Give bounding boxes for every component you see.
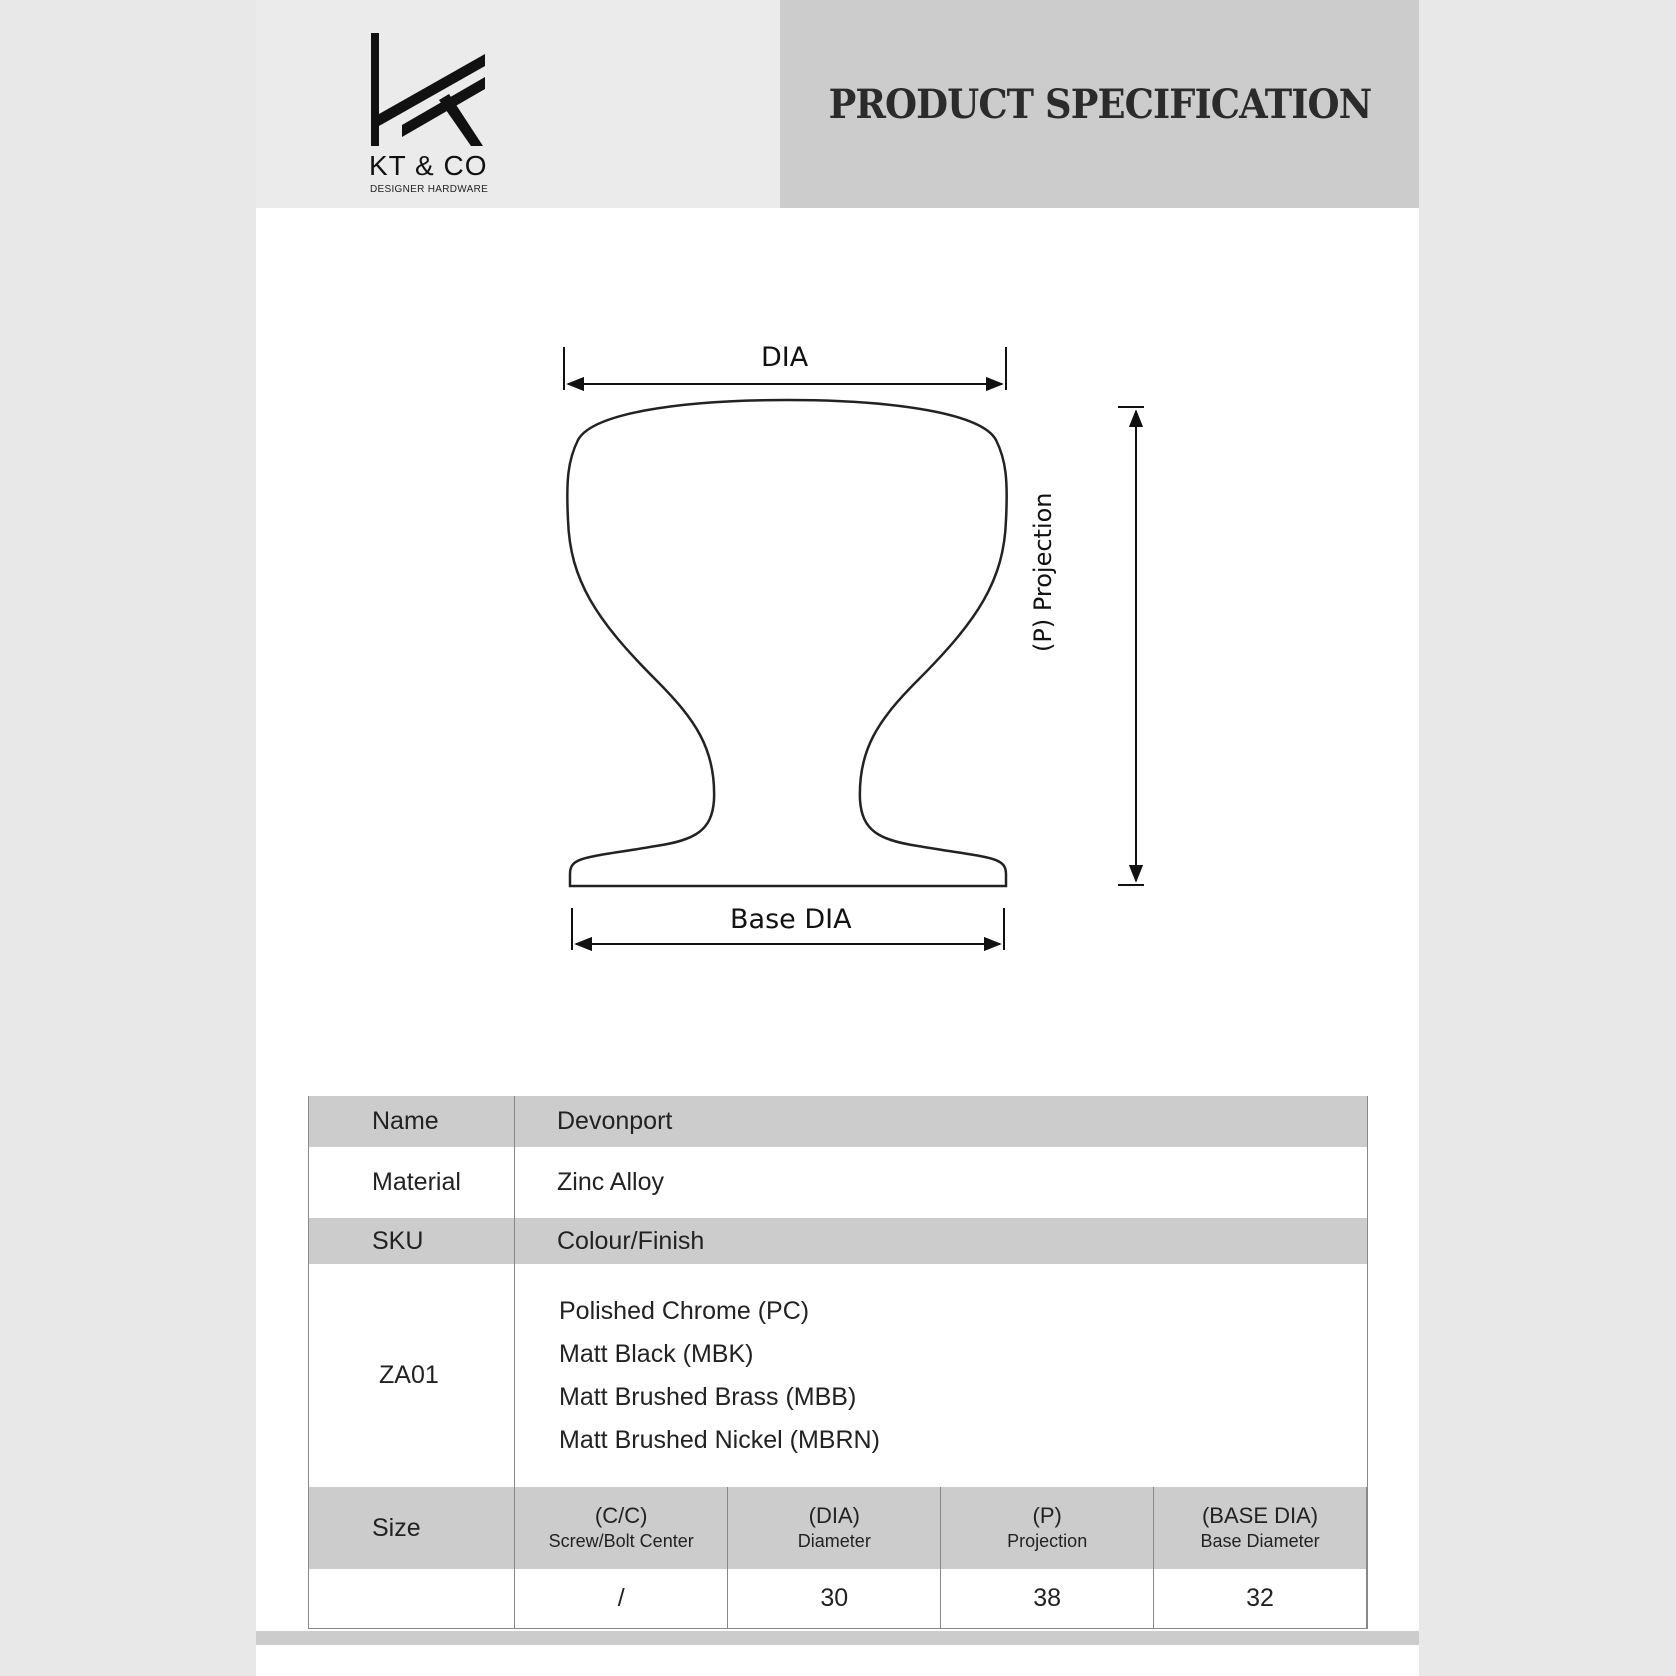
finish-item: Matt Brushed Nickel (MBRN) xyxy=(559,1425,880,1454)
finish-cell xyxy=(515,1264,1368,1487)
size-header-table xyxy=(515,1487,1367,1569)
projection-value: 38 xyxy=(941,1569,1154,1628)
size-label: Size xyxy=(309,1487,515,1569)
size-header-cell xyxy=(515,1487,1368,1569)
title-band xyxy=(780,0,1419,208)
sku-code: ZA01 xyxy=(309,1264,515,1487)
material-value: Zinc Alloy xyxy=(515,1147,1368,1218)
footer-band xyxy=(256,1631,1419,1645)
name-label: Name xyxy=(309,1096,515,1147)
size-col-cc: (C/C) Screw/Bolt Center xyxy=(515,1487,728,1569)
brand-name: KT & CO xyxy=(369,150,488,181)
size-col-projection: (P) Projection xyxy=(941,1487,1154,1569)
spec-table xyxy=(308,1096,1368,1629)
spec-row-size-values xyxy=(309,1569,1368,1629)
logo-area xyxy=(256,0,780,208)
colour-finish-label: Colour/Finish xyxy=(515,1218,1368,1264)
material-label: Material xyxy=(309,1147,515,1218)
size-values-cell xyxy=(515,1569,1368,1629)
spec-row-material xyxy=(309,1147,1368,1218)
diameter-label: DIA xyxy=(761,342,809,373)
page-title: PRODUCT SPECIFICATION xyxy=(828,80,1371,128)
name-value: Devonport xyxy=(515,1096,1368,1147)
dia-value: 30 xyxy=(728,1569,941,1628)
spec-sheet-page xyxy=(256,0,1419,1676)
spec-row-sku-header xyxy=(309,1218,1368,1264)
size-values-empty xyxy=(309,1569,515,1629)
finish-item: Matt Black (MBK) xyxy=(559,1339,754,1368)
base-diameter-label: Base DIA xyxy=(730,904,852,935)
spec-row-sku xyxy=(309,1264,1368,1487)
kt-monogram-icon xyxy=(369,30,485,146)
finish-list xyxy=(515,1290,1367,1462)
finish-item: Matt Brushed Brass (MBB) xyxy=(559,1382,857,1411)
base-dia-value: 32 xyxy=(1154,1569,1367,1628)
cc-value: / xyxy=(515,1569,728,1628)
spec-row-size-header xyxy=(309,1487,1368,1569)
projection-label: (P) Projection xyxy=(1029,492,1057,652)
product-diagram xyxy=(256,300,1419,1020)
brand-tagline: DESIGNER HARDWARE xyxy=(370,184,489,195)
size-col-base-dia: (BASE DIA) Base Diameter xyxy=(1154,1487,1367,1569)
size-values-table xyxy=(515,1569,1367,1628)
size-col-dia: (DIA) Diameter xyxy=(728,1487,941,1569)
sku-label: SKU xyxy=(309,1218,515,1264)
spec-row-name xyxy=(309,1096,1368,1147)
finish-item: Polished Chrome (PC) xyxy=(559,1296,810,1325)
